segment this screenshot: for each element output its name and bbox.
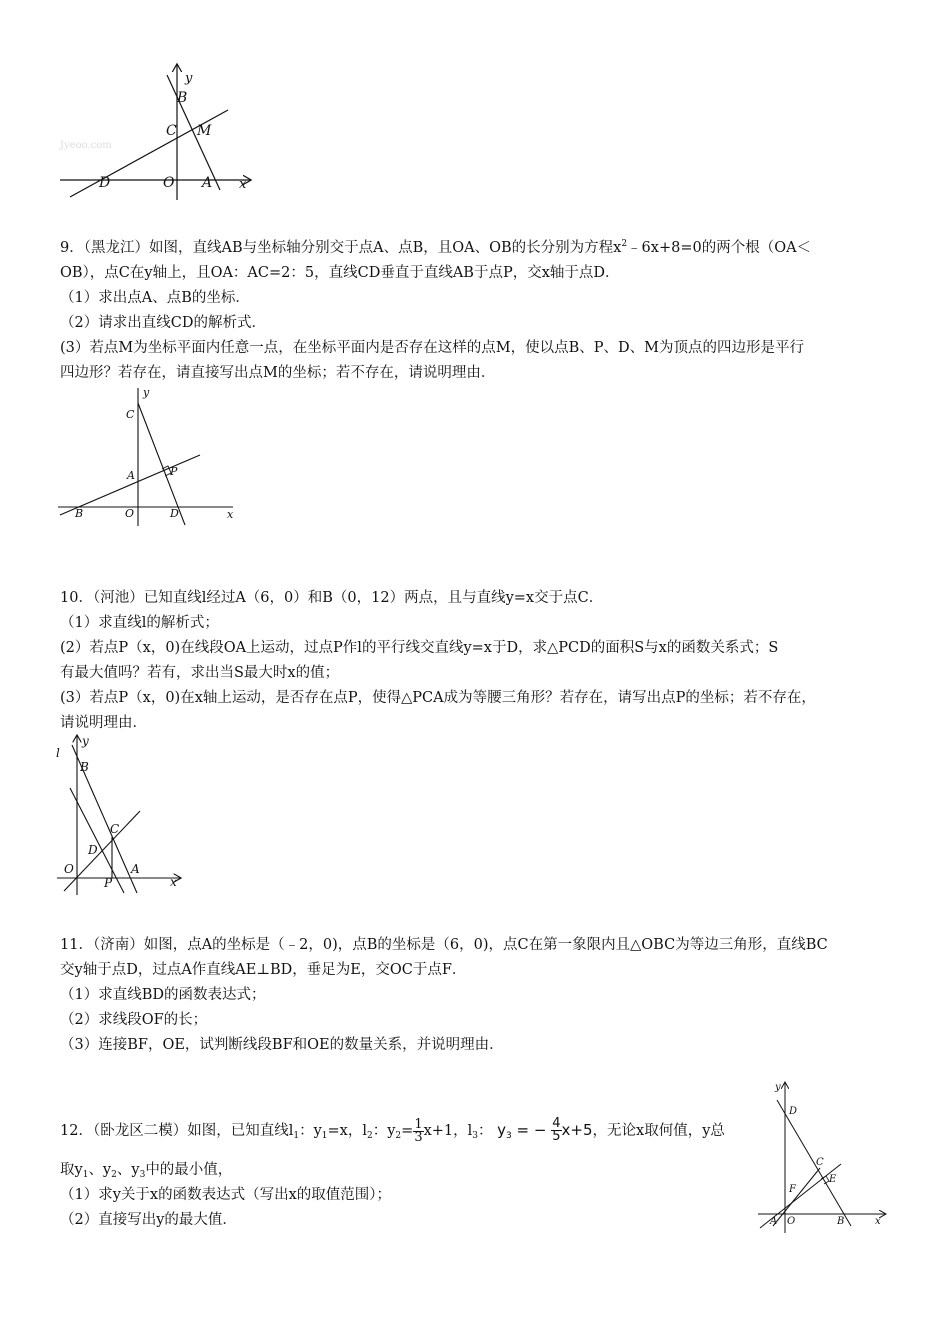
label-E: E (829, 1174, 837, 1185)
line-AB (60, 455, 200, 515)
equation-y3 (497, 1116, 593, 1144)
q11-line-1: 11．（济南）如图，点A的坐标是（﹣2，0)，点B的坐标是（6，0)，点C在第一象限内且△OBC为等边三角形，直线BC (60, 937, 828, 953)
watermark: Jyeoo.com (60, 140, 112, 151)
q9-line-4: （2）请求出直线CD的解析式． (60, 315, 266, 331)
q12-text: 取y (60, 1162, 83, 1178)
q11-line-5: （3）连接BF，OE，试判断线段BF和OE的数量关系，并说明理由． (60, 1037, 504, 1053)
fraction-four-fifths (551, 1118, 561, 1143)
q9-line-1 (60, 238, 811, 258)
label-C: C (166, 123, 177, 139)
q12-text: 、y (116, 1162, 140, 1178)
label-x: x (227, 508, 234, 521)
q12-sub: 2 (395, 1131, 402, 1141)
q12-text: 中的最小值， (145, 1162, 233, 1178)
q12-line-1 (60, 1112, 725, 1148)
fraction-denominator: 5 (552, 1129, 561, 1144)
fraction-numerator: 4 (552, 1116, 561, 1131)
label-y: y (775, 1082, 781, 1093)
q9-line-3: （1）求出点A、点B的坐标． (60, 290, 250, 306)
label-C: C (816, 1157, 824, 1168)
fraction-denominator: 3 (414, 1129, 423, 1145)
q12-text: 、y (88, 1162, 112, 1178)
q12-line-3: （1）求y关于x的函数表达式（写出x的取值范围）； (60, 1187, 392, 1203)
fraction-one-third (413, 1116, 423, 1145)
q12-sub: 2 (366, 1131, 373, 1141)
q10-line-3: (2）若点P（x，0)在线段OA上运动，过点P作l的平行线交直线y=x于D，求△PCD的面积S与x的函数关系式；S (60, 640, 779, 656)
label-D: D (170, 507, 179, 520)
label-B: B (80, 760, 89, 774)
q11-line-4: （2）求线段OF的长； (60, 1012, 208, 1028)
label-O: O (125, 507, 135, 520)
q12-text: x+1，l (423, 1123, 473, 1139)
label-C: C (110, 822, 120, 836)
eq3-equals: = − (516, 1121, 547, 1139)
label-D: D (789, 1106, 798, 1117)
label-B: B (837, 1216, 845, 1227)
label-x: x (239, 177, 247, 192)
label-O: O (163, 175, 175, 191)
q12-text: ：y (372, 1123, 396, 1139)
label-D: D (99, 175, 111, 191)
q12-line-4: （2）直接写出y的最大值． (60, 1212, 237, 1228)
line-PD (70, 788, 124, 893)
figure-q9 (55, 383, 255, 528)
q12-text: ，无论x取何值，y总 (592, 1123, 725, 1139)
q11-line-3: （1）求直线BD的函数表达式； (60, 987, 266, 1003)
q9-text-1b: ﹣6x+8=0的两个根（OA＜ (627, 240, 812, 256)
q10-line-4: 有最大值吗？若有，求出当S最大时x的值； (60, 665, 340, 681)
q10-line-5: (3）若点P（x，0)在x轴上运动，是否存在点P，使得△PCA成为等腰三角形？若存在，请写出点P的坐标；若不存在， (60, 690, 816, 706)
q9-line-5: (3）若点M为坐标平面内任意一点，在坐标平面内是否存在这样的点M，使以点B、P、D、M为顶点的四边形是平行 (60, 340, 804, 356)
eq3-left: y (497, 1121, 507, 1139)
q12-text: =x，l (327, 1123, 367, 1139)
label-A: A (202, 175, 213, 191)
q12-text: ：y (299, 1123, 322, 1139)
label-C: C (126, 408, 135, 421)
q9-text-1a: 9．（黑龙江）如图，直线AB与坐标轴分别交于点A、点B，且OA、OB的长分别为方程x (60, 240, 622, 256)
label-O: O (787, 1216, 796, 1227)
q12-sub: 3 (472, 1131, 479, 1141)
q9-line-6: 四边形？若存在，请直接写出点M的坐标；若不存在，请说明理由． (60, 365, 496, 381)
line-l1 (773, 1168, 820, 1226)
q12-sub: 2 (111, 1170, 117, 1180)
q12-sub: 1 (293, 1131, 300, 1141)
label-x: x (170, 875, 177, 889)
q12-sub: 1 (82, 1170, 89, 1180)
figure-q10 (52, 733, 192, 898)
q9-line-2: OB），点C在y轴上，且OA：AC=2：5，直线CD垂直于直线AB于点P，交x轴于点D． (60, 265, 620, 281)
label-y: y (143, 386, 150, 399)
label-l: l (56, 746, 60, 760)
q12-text: ： (478, 1123, 493, 1139)
label-A: A (131, 862, 140, 876)
q10-line-1: 10．（河池）已知直线l经过A（6，0）和B（0，12）两点，且与直线y=x交于点C． (60, 590, 604, 606)
label-A: A (127, 469, 135, 482)
label-P: P (104, 876, 113, 890)
q10-line-2: （1）求直线l的解析式； (60, 615, 219, 631)
label-x: x (875, 1216, 881, 1227)
label-B: B (75, 507, 84, 520)
fraction-numerator: 1 (414, 1116, 423, 1132)
figure-q8 (55, 60, 255, 205)
label-y: y (82, 734, 89, 748)
eq3-sub: 3 (506, 1131, 512, 1141)
q12-text: = (401, 1123, 414, 1139)
label-M: M (197, 123, 212, 139)
label-B: B (177, 90, 188, 106)
label-P: P (170, 465, 178, 478)
q12-sub: 3 (139, 1170, 146, 1180)
figure-q12 (755, 1078, 890, 1238)
q9-superscript: 2 (621, 239, 628, 249)
label-y: y (185, 71, 193, 86)
eq3-right: x+5 (561, 1121, 593, 1139)
q11-line-2: 交y轴于点D，过点A作直线AE⊥BD，垂足为E，交OC于点F． (60, 962, 467, 978)
q10-line-6: 请说明理由． (60, 715, 147, 731)
label-F: F (789, 1184, 796, 1195)
q12-text: 12．（卧龙区二模）如图，已知直线l (60, 1123, 294, 1139)
label-O: O (64, 862, 74, 876)
label-A: A (770, 1216, 778, 1227)
q12-sub: 1 (321, 1131, 328, 1141)
q12-line-2 (60, 1160, 232, 1180)
label-D: D (88, 843, 98, 857)
